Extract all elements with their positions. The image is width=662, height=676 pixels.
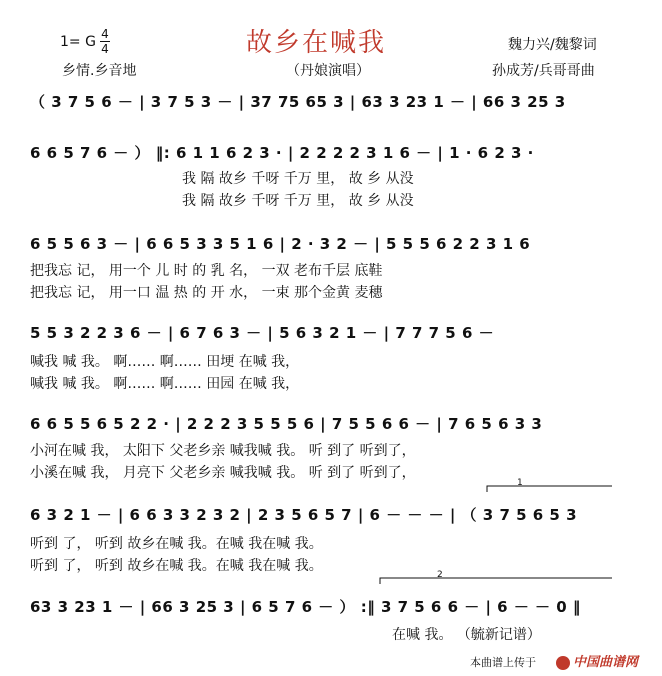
composer: 孙成芳/兵哥哥曲	[492, 63, 595, 79]
site-logo	[556, 651, 638, 670]
lyric-line-10: 听到 了， 听到 故乡在喊 我。在喊 我在喊 我。	[30, 558, 323, 574]
lyric-line-6: 喊我 喊 我。 啊…… 啊…… 田园 在喊 我，	[30, 376, 300, 392]
score-line-1: （ 3 7 5 6 － | 3 7 5 3 － | 37 75 65 3 | 63 3 23 1 － | 66 3 25 3	[30, 93, 566, 111]
score-line-7: 63 3 23 1 － | 66 3 25 3 | 6 5 7 6 － ） :‖ 3 7 5 6 6 － | 6 － － 0 ‖	[30, 598, 581, 616]
lyric-line-5: 喊我 喊 我。 啊…… 啊…… 田埂 在喊 我，	[30, 354, 300, 370]
volta-2-label: 2	[437, 570, 443, 580]
lyric-line-7: 小河在喊 我， 太阳下 父老乡亲 喊我喊 我。 听 到了 听到了，	[30, 443, 416, 459]
lyric-line-4: 把我忘 记， 用一口 温 热 的 开 水， 一束 那个金黄 麦穗	[30, 285, 383, 301]
style-note: 乡情.乡音地	[62, 63, 137, 79]
site-name: 中国曲谱网	[573, 655, 639, 670]
lyric-line-1: 我 隔 故乡 千呀 千万 里， 故 乡 从没	[182, 171, 414, 187]
time-signature-top: 4	[101, 27, 109, 41]
upload-note: 本曲谱上传于	[470, 656, 536, 669]
score-line-4: 5 5 3 2 2 3 6 － | 6 7 6 3 － | 5 6 3 2 1 － | 7 7 7 5 6 －	[30, 324, 495, 342]
volta-1-label: 1	[517, 478, 523, 488]
lyric-line-8: 小溪在喊 我， 月亮下 父老乡亲 喊我喊 我。 听 到了 听到了，	[30, 465, 416, 481]
page-title: 故乡在喊我	[246, 28, 387, 58]
score-line-3: 6 5 5 6 3 － | 6 6 5 3 3 5 1 6 | 2 · 3 2 － | 5 5 5 6 2 2 3 1 6	[30, 235, 531, 253]
performer: （丹娘演唱）	[286, 63, 370, 79]
site-logo-icon	[556, 656, 570, 670]
time-signature-bottom: 4	[101, 42, 109, 56]
volta-bracket-2	[380, 578, 612, 584]
score-line-6: 6 3 2 1 － | 6 6 3 3 2 3 2 | 2 3 5 6 5 7 | 6 － － － | （ 3 7 5 6 5 3	[30, 506, 578, 524]
lyric-line-9: 听到 了， 听到 故乡在喊 我。在喊 我在喊 我。	[30, 536, 323, 552]
lyric-line-3: 把我忘 记， 用一个 儿 时 的 乳 名， 一双 老布千层 底鞋	[30, 263, 383, 279]
score-line-2: 6 6 5 7 6 － ） ‖: 6 1 1 6 2 3 · | 2 2 2 2 3 1 6 － | 1 · 6 2 3 ·	[30, 144, 534, 162]
lyric-line-2: 我 隔 故乡 千呀 千万 里， 故 乡 从没	[182, 193, 414, 209]
lyricist: 魏力兴/魏黎词	[508, 37, 597, 53]
score-line-5: 6 6 5 5 6 5 2 2 · | 2 2 2 3 5 5 5 6 | 7 5 5 6 6 － | 7 6 5 6 3 3	[30, 415, 543, 433]
key-signature: 1= G	[60, 34, 96, 50]
volta-bracket-1	[487, 486, 612, 492]
lyric-line-11: 在喊 我。 （毓新记谱）	[392, 627, 541, 643]
